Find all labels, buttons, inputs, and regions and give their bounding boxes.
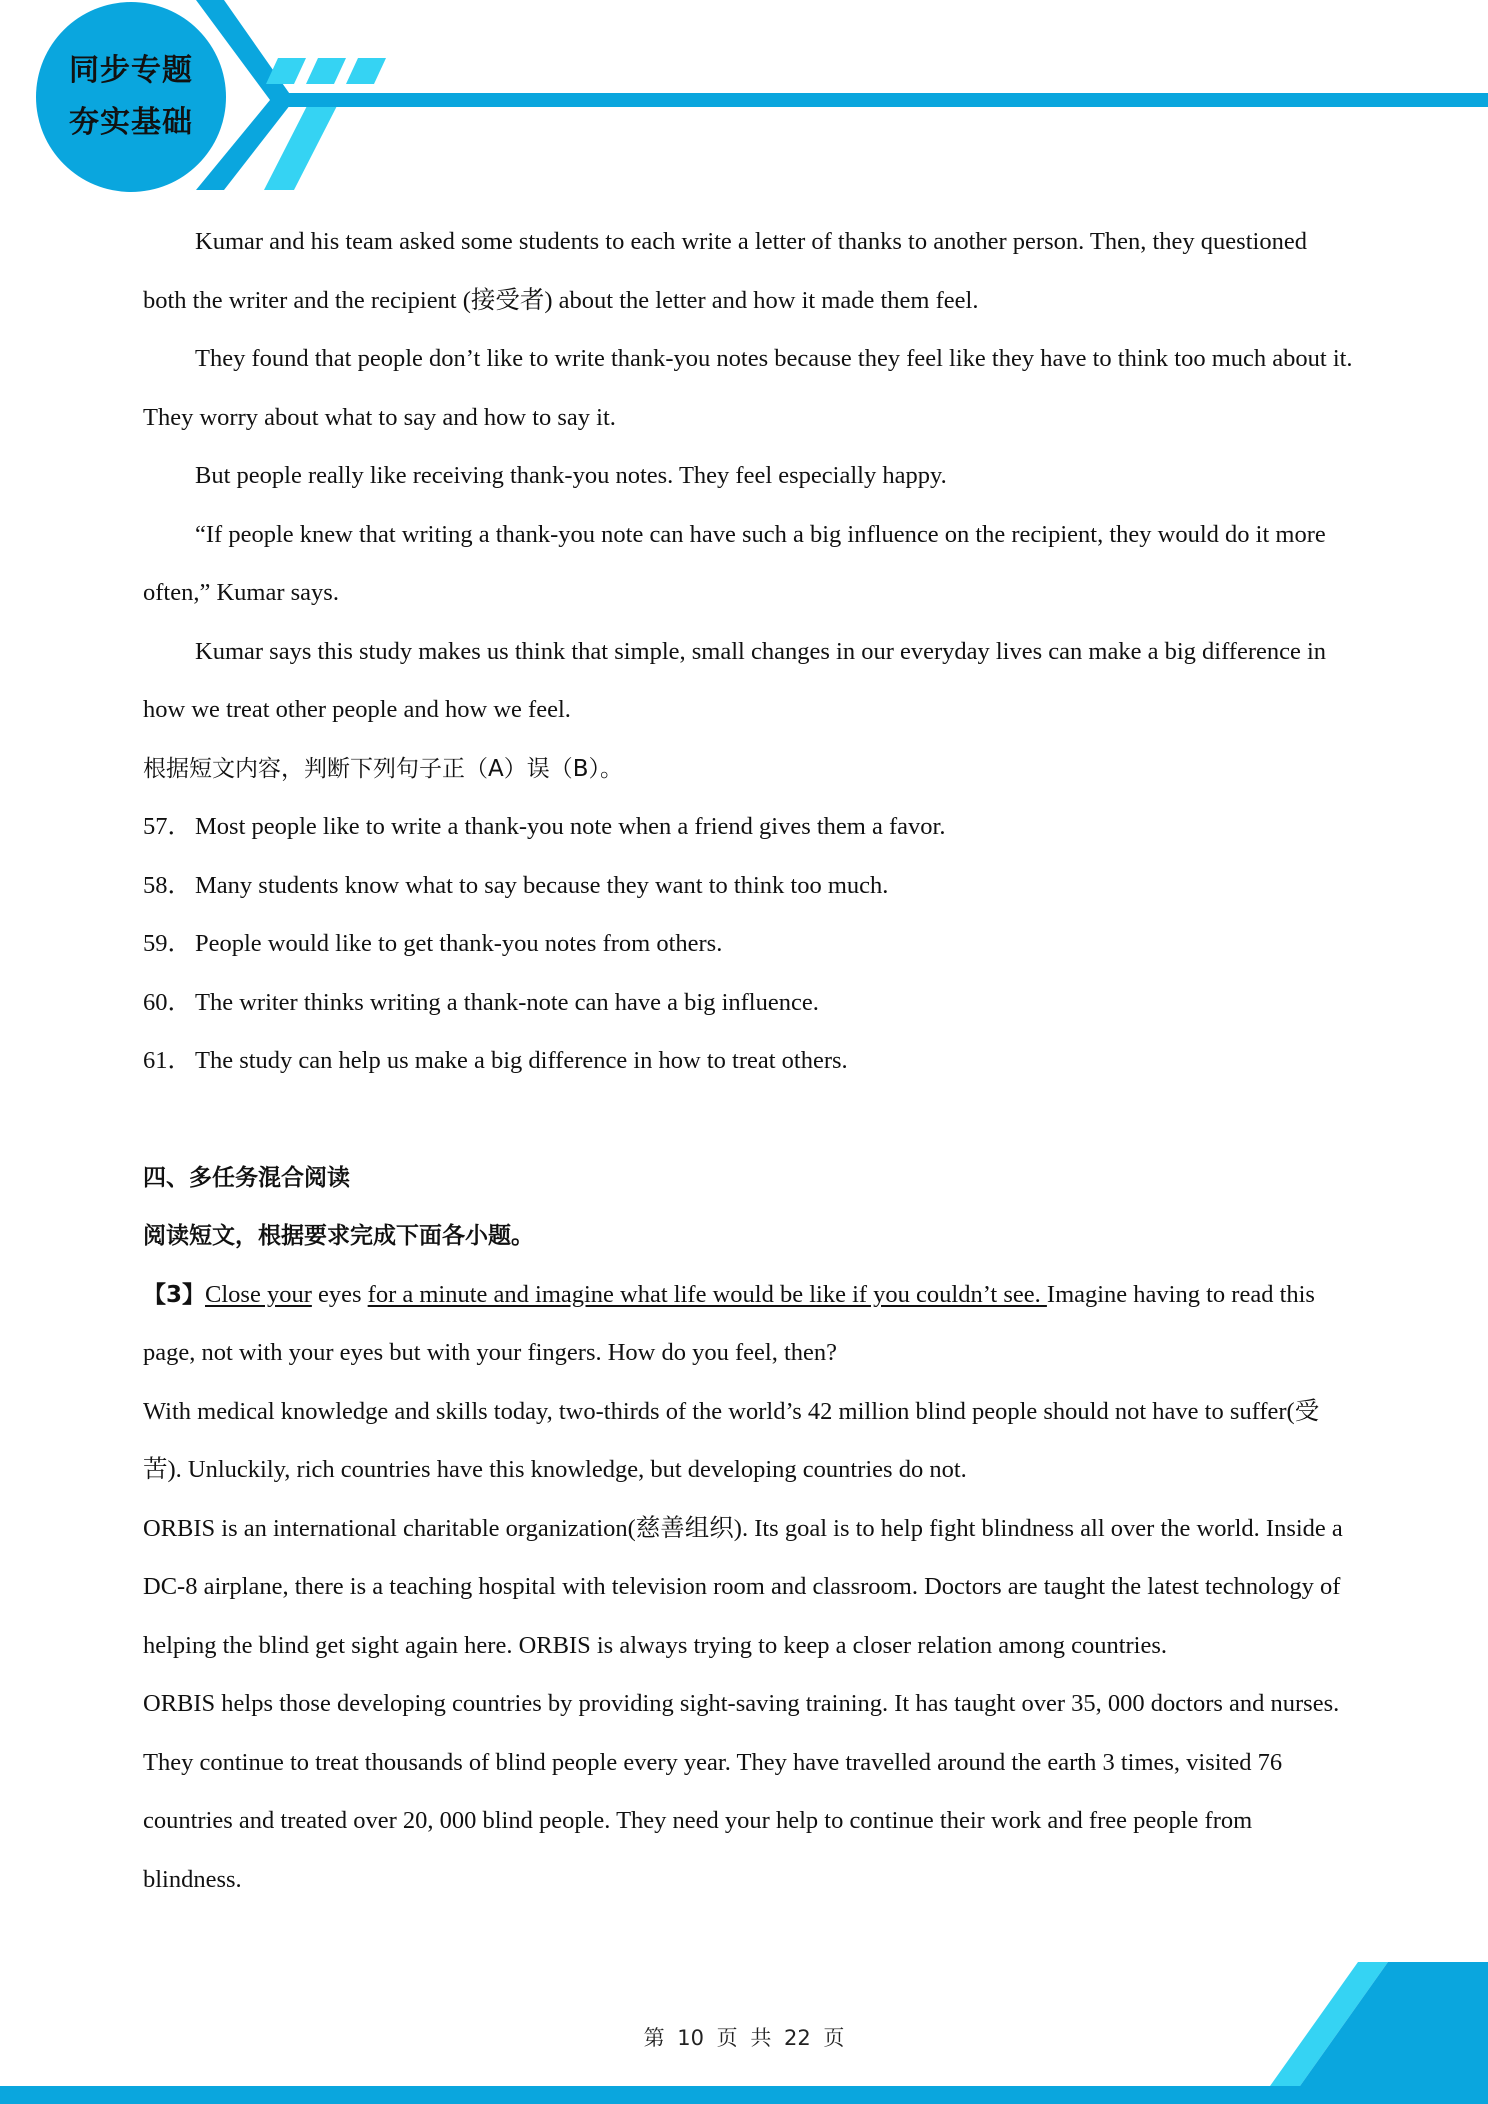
passage-paragraph: They found that people don’t like to write thank-you notes because they feel like they have to think too much about it. They worry about what to say and how to say it. [143, 345, 1353, 431]
question-number: 58． [143, 871, 192, 899]
section-spacer [143, 1091, 1353, 1149]
underlined-text: Close your [205, 1280, 312, 1308]
header-bar [288, 93, 1488, 107]
question-text: Many students know what to say because they want to think too much. [195, 871, 889, 899]
question-item [143, 915, 1353, 974]
reading-paragraph: With medical knowledge and skills today, two-thirds of the world’s 42 million blind people should not have to suffer(受苦). Unluckily, rich countries have this knowledge, but developing countries do not. [143, 1397, 1320, 1483]
header-dash-3 [346, 58, 386, 84]
page-number: 第 10 页 共 22 页 [643, 2026, 845, 2050]
passage-marker: 【3】 [143, 1281, 206, 1308]
passage-paragraph: Kumar and his team asked some students to each write a letter of thanks to another person. Then, they questioned both the writer and the recipient (接受者) about the letter and how it made them feel. [143, 228, 1307, 314]
section-subtitle: 阅读短文，根据要求完成下面各小题。 [143, 1223, 534, 1249]
badge-line-1: 同步专题 [69, 53, 193, 88]
question-text: The study can help us make a big difference in how to treat others. [195, 1047, 848, 1074]
question-number: 59． [143, 930, 192, 957]
question-item [143, 798, 1353, 857]
footer-bar [0, 2086, 1488, 2104]
section-title: 四、多任务混合阅读 [143, 1164, 350, 1191]
header-dash-2 [306, 58, 346, 84]
question-item [143, 1032, 1353, 1091]
question-number: 61． [143, 1047, 192, 1074]
question-number: 57． [143, 813, 192, 840]
header-dash-1 [266, 58, 306, 84]
question-text: Most people like to write a thank-you note when a friend gives them a favor. [195, 813, 946, 840]
question-instruction: 根据短文内容，判断下列句子正（A）误（B）。 [143, 755, 624, 782]
underlined-text: for a minute and imagine what life would be like if you couldn’t see. [367, 1280, 1047, 1308]
passage-paragraph: “If people knew that writing a thank-you note can have such a big influence on the recipient, they would do it more often,” Kumar says. [143, 520, 1326, 606]
question-item [143, 857, 1353, 916]
question-text: The writer thinks writing a thank-note can have a big influence. [195, 988, 819, 1016]
passage-paragraph: But people really like receiving thank-you notes. They feel especially happy. [195, 462, 947, 489]
document-body [143, 213, 1353, 1909]
plain-text: eyes [311, 1280, 368, 1308]
header-badge [36, 2, 226, 192]
reading-paragraph: ORBIS helps those developing countries by providing sight-saving training. It has taught over 35, 000 doctors and nurses. They continue to treat thousands of blind people every year. They have travelled around the earth 3 times, visited 76 countries and treated over 20, 000 blind people. They need your help to continue their work and free people from blindness. [143, 1690, 1340, 1893]
reading-first-paragraph [143, 1266, 1353, 1383]
question-text: People would like to get thank-you notes from others. [195, 930, 723, 957]
badge-line-2: 夯实基础 [69, 105, 193, 140]
question-number: 60． [143, 988, 192, 1016]
passage-paragraph: Kumar says this study makes us think that simple, small changes in our everyday lives can make a big difference in how we treat other people and how we feel. [143, 637, 1327, 723]
plain-text: Imagine having to read this page, not with your eyes but with your fingers. How do you feel, then? [143, 1280, 1315, 1366]
question-item [143, 974, 1353, 1033]
reading-paragraph: ORBIS is an international charitable organization(慈善组织). Its goal is to help fight blindness all over the world. Inside a DC-8 airplane, there is a teaching hospital with television room and classroom. Doctors are taught the latest technology of helping the blind get sight again here. ORBIS is always trying to keep a closer relation among countries. [143, 1514, 1343, 1659]
